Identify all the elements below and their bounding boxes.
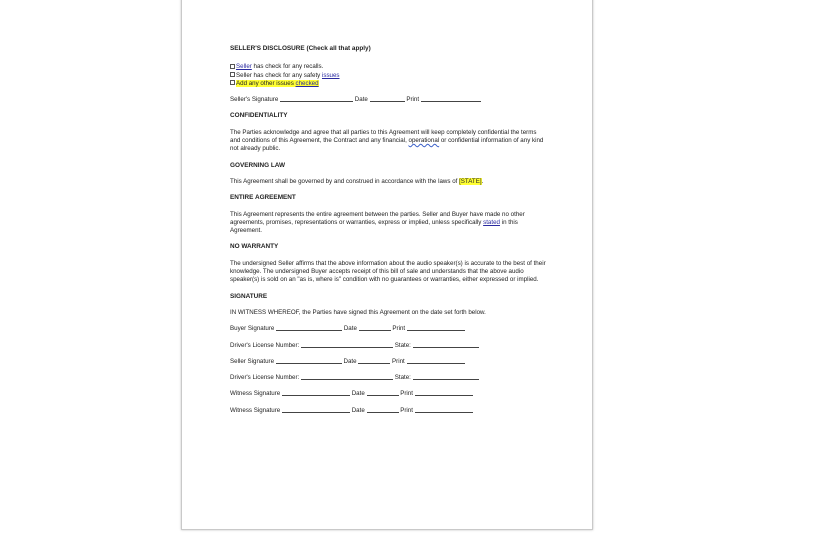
checkbox[interactable] — [230, 80, 235, 85]
disclosure-item — [230, 72, 548, 80]
print-blank[interactable] — [421, 96, 481, 102]
document-content — [230, 45, 548, 415]
date-blank[interactable] — [370, 96, 405, 102]
seller-signature-line-2 — [230, 358, 548, 366]
date-label: Date — [351, 390, 365, 398]
print-blank[interactable] — [415, 407, 473, 413]
signature-intro: IN WITNESS WHEREOF, the Parties have signed this Agreement on the date set forth below. — [230, 308, 486, 316]
date-blank[interactable] — [359, 325, 391, 331]
date-label: Date — [343, 325, 357, 333]
state-placeholder: [STATE] — [459, 177, 482, 185]
sig-label: Witness Signature — [230, 390, 281, 398]
sig-label: Seller Signature — [230, 357, 275, 365]
print-blank[interactable] — [407, 358, 465, 364]
entire-text — [230, 211, 548, 236]
disclosure-item — [230, 80, 548, 88]
para-text: or confidential information of any kind not already public. — [230, 137, 544, 153]
buyer-signature-line — [230, 325, 548, 333]
seller-license-line — [230, 374, 548, 382]
para-text: This Agreement represents the entire agreement between the parties. Seller and Buyer have made no other agreements, promises, representations or warranties, express or implied, unless specifically — [230, 210, 525, 226]
sig-label: Witness Signature — [230, 406, 281, 414]
witness-signature-line-2 — [230, 407, 548, 415]
checkbox[interactable] — [230, 72, 235, 77]
license-blank[interactable] — [301, 342, 393, 348]
witness-signature-line — [230, 390, 548, 398]
license-blank[interactable] — [301, 374, 393, 380]
date-blank[interactable] — [358, 358, 390, 364]
seller-link[interactable]: Seller — [236, 63, 252, 71]
print-label: Print — [400, 406, 413, 414]
signature-blank[interactable] — [280, 96, 353, 102]
license-label: Driver's License Number: — [230, 341, 300, 349]
checkbox[interactable] — [230, 64, 235, 69]
warranty-heading: NO WARRANTY — [230, 243, 279, 251]
print-label: Print — [392, 357, 405, 365]
state-blank[interactable] — [413, 374, 479, 380]
signature-heading: SIGNATURE — [230, 292, 268, 300]
issues-link[interactable]: issues — [321, 71, 340, 79]
signature-blank[interactable] — [276, 358, 342, 364]
confidentiality-heading: CONFIDENTIALITY — [230, 112, 288, 120]
date-label: Date — [343, 357, 357, 365]
date-blank[interactable] — [367, 407, 399, 413]
state-label: State: — [394, 341, 411, 349]
checked-link[interactable]: checked — [295, 79, 319, 87]
highlighted-text: Add any other issues — [236, 79, 296, 87]
date-blank[interactable] — [367, 390, 399, 396]
disclosure-text: has check for any recalls. — [251, 63, 324, 71]
para-text: This Agreement shall be governed by and construed in accordance with the laws of — [230, 177, 460, 185]
disclosure-heading: SELLER'S DISCLOSURE (Check all that apply) — [230, 45, 371, 52]
state-label: State: — [394, 374, 411, 382]
entire-heading: ENTIRE AGREEMENT — [230, 194, 296, 202]
stated-link[interactable]: stated — [483, 218, 500, 226]
seller-signature-line — [230, 96, 548, 104]
license-label: Driver's License Number: — [230, 374, 300, 382]
date-label: Date — [354, 96, 368, 104]
document-page — [181, 0, 593, 530]
state-blank[interactable] — [413, 342, 479, 348]
warranty-text: The undersigned Seller affirms that the above information about the audio speaker(s) is accurate to the best of their knowledge. The undersigned Buyer accepts receipt of this bill of sale and understands that the above audio speaker(s) is sold on an "as is, where is" condition with no guarantees or warranties, either expressed or implied. — [230, 259, 546, 284]
spellcheck-word: operational — [408, 137, 440, 145]
confidentiality-text — [230, 129, 548, 154]
signature-blank[interactable] — [282, 390, 350, 396]
disclosure-text: Seller has check for any safety — [236, 71, 322, 79]
sig-label: Buyer Signature — [230, 325, 275, 333]
signature-blank[interactable] — [282, 407, 350, 413]
date-label: Date — [351, 406, 365, 414]
para-text: in this Agreement. — [230, 218, 518, 235]
governing-text — [230, 178, 548, 186]
para-text: . — [481, 177, 484, 185]
print-blank[interactable] — [415, 390, 473, 396]
print-blank[interactable] — [407, 325, 465, 331]
print-label: Print — [400, 390, 413, 398]
sig-label: Seller's Signature — [230, 96, 279, 104]
signature-blank[interactable] — [276, 325, 342, 331]
print-label: Print — [392, 325, 406, 333]
disclosure-item — [230, 63, 548, 71]
buyer-license-line — [230, 342, 548, 350]
governing-heading: GOVERNING LAW — [230, 161, 286, 169]
print-label: Print — [406, 96, 420, 104]
para-text: The Parties acknowledge and agree that all parties to this Agreement will keep completely confidential the terms and conditions of this Agreement, the Contract and any financial, — [230, 128, 537, 145]
